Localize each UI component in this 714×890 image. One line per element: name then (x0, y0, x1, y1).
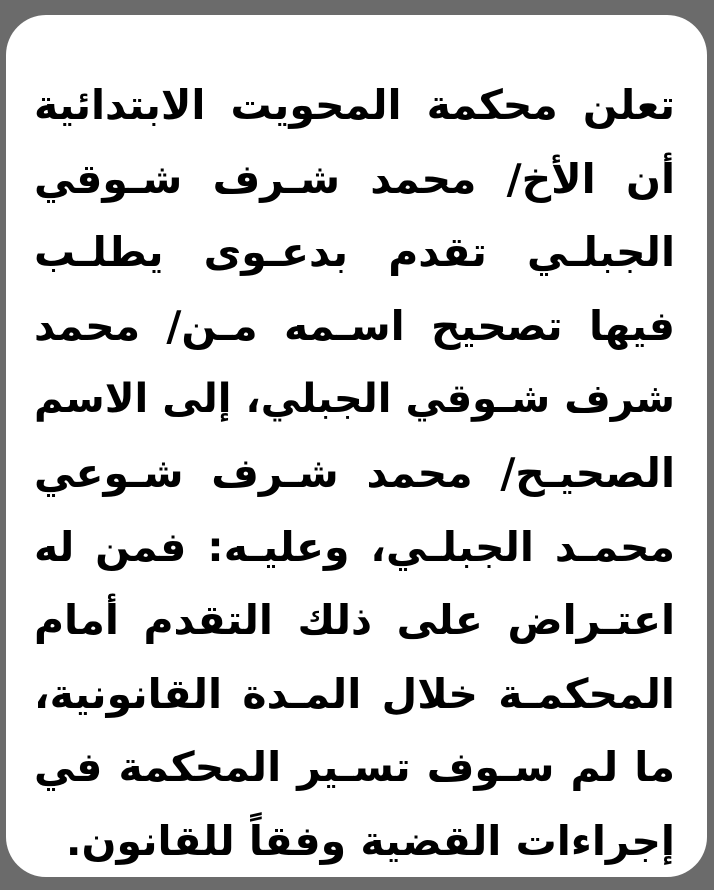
notice-line: محمـد الجبلـي، وعليـه: فمن له (34, 522, 675, 571)
notice-body (34, 69, 675, 879)
notice-line: ما لم سـوف تسـير المحكمة في (34, 743, 675, 792)
notice-line: إجراءات القضية وفقاً للقانون. (65, 816, 675, 865)
notice-line: اعتـراض على ذلك التقدم أمام (34, 596, 675, 645)
notice-line: شرف شـوقي الجبلي، إلى الاسم (34, 376, 675, 423)
notice-line: الجبلـي تقدم بدعـوى يطلـب (34, 228, 675, 277)
notice-line: تعلن محكمة المحويت الابتدائية (34, 81, 675, 129)
notice-line: الصحيـح/ محمد شـرف شـوعي (34, 448, 675, 497)
notice-line: المحكمـة خلال المـدة القانونية، (34, 669, 675, 718)
notice-card (6, 15, 707, 877)
notice-line: فيها تصحيح اسـمه مـن/ محمد (34, 301, 675, 350)
notice-line: أن الأخ/ محمد شـرف شـوقي (34, 154, 675, 203)
